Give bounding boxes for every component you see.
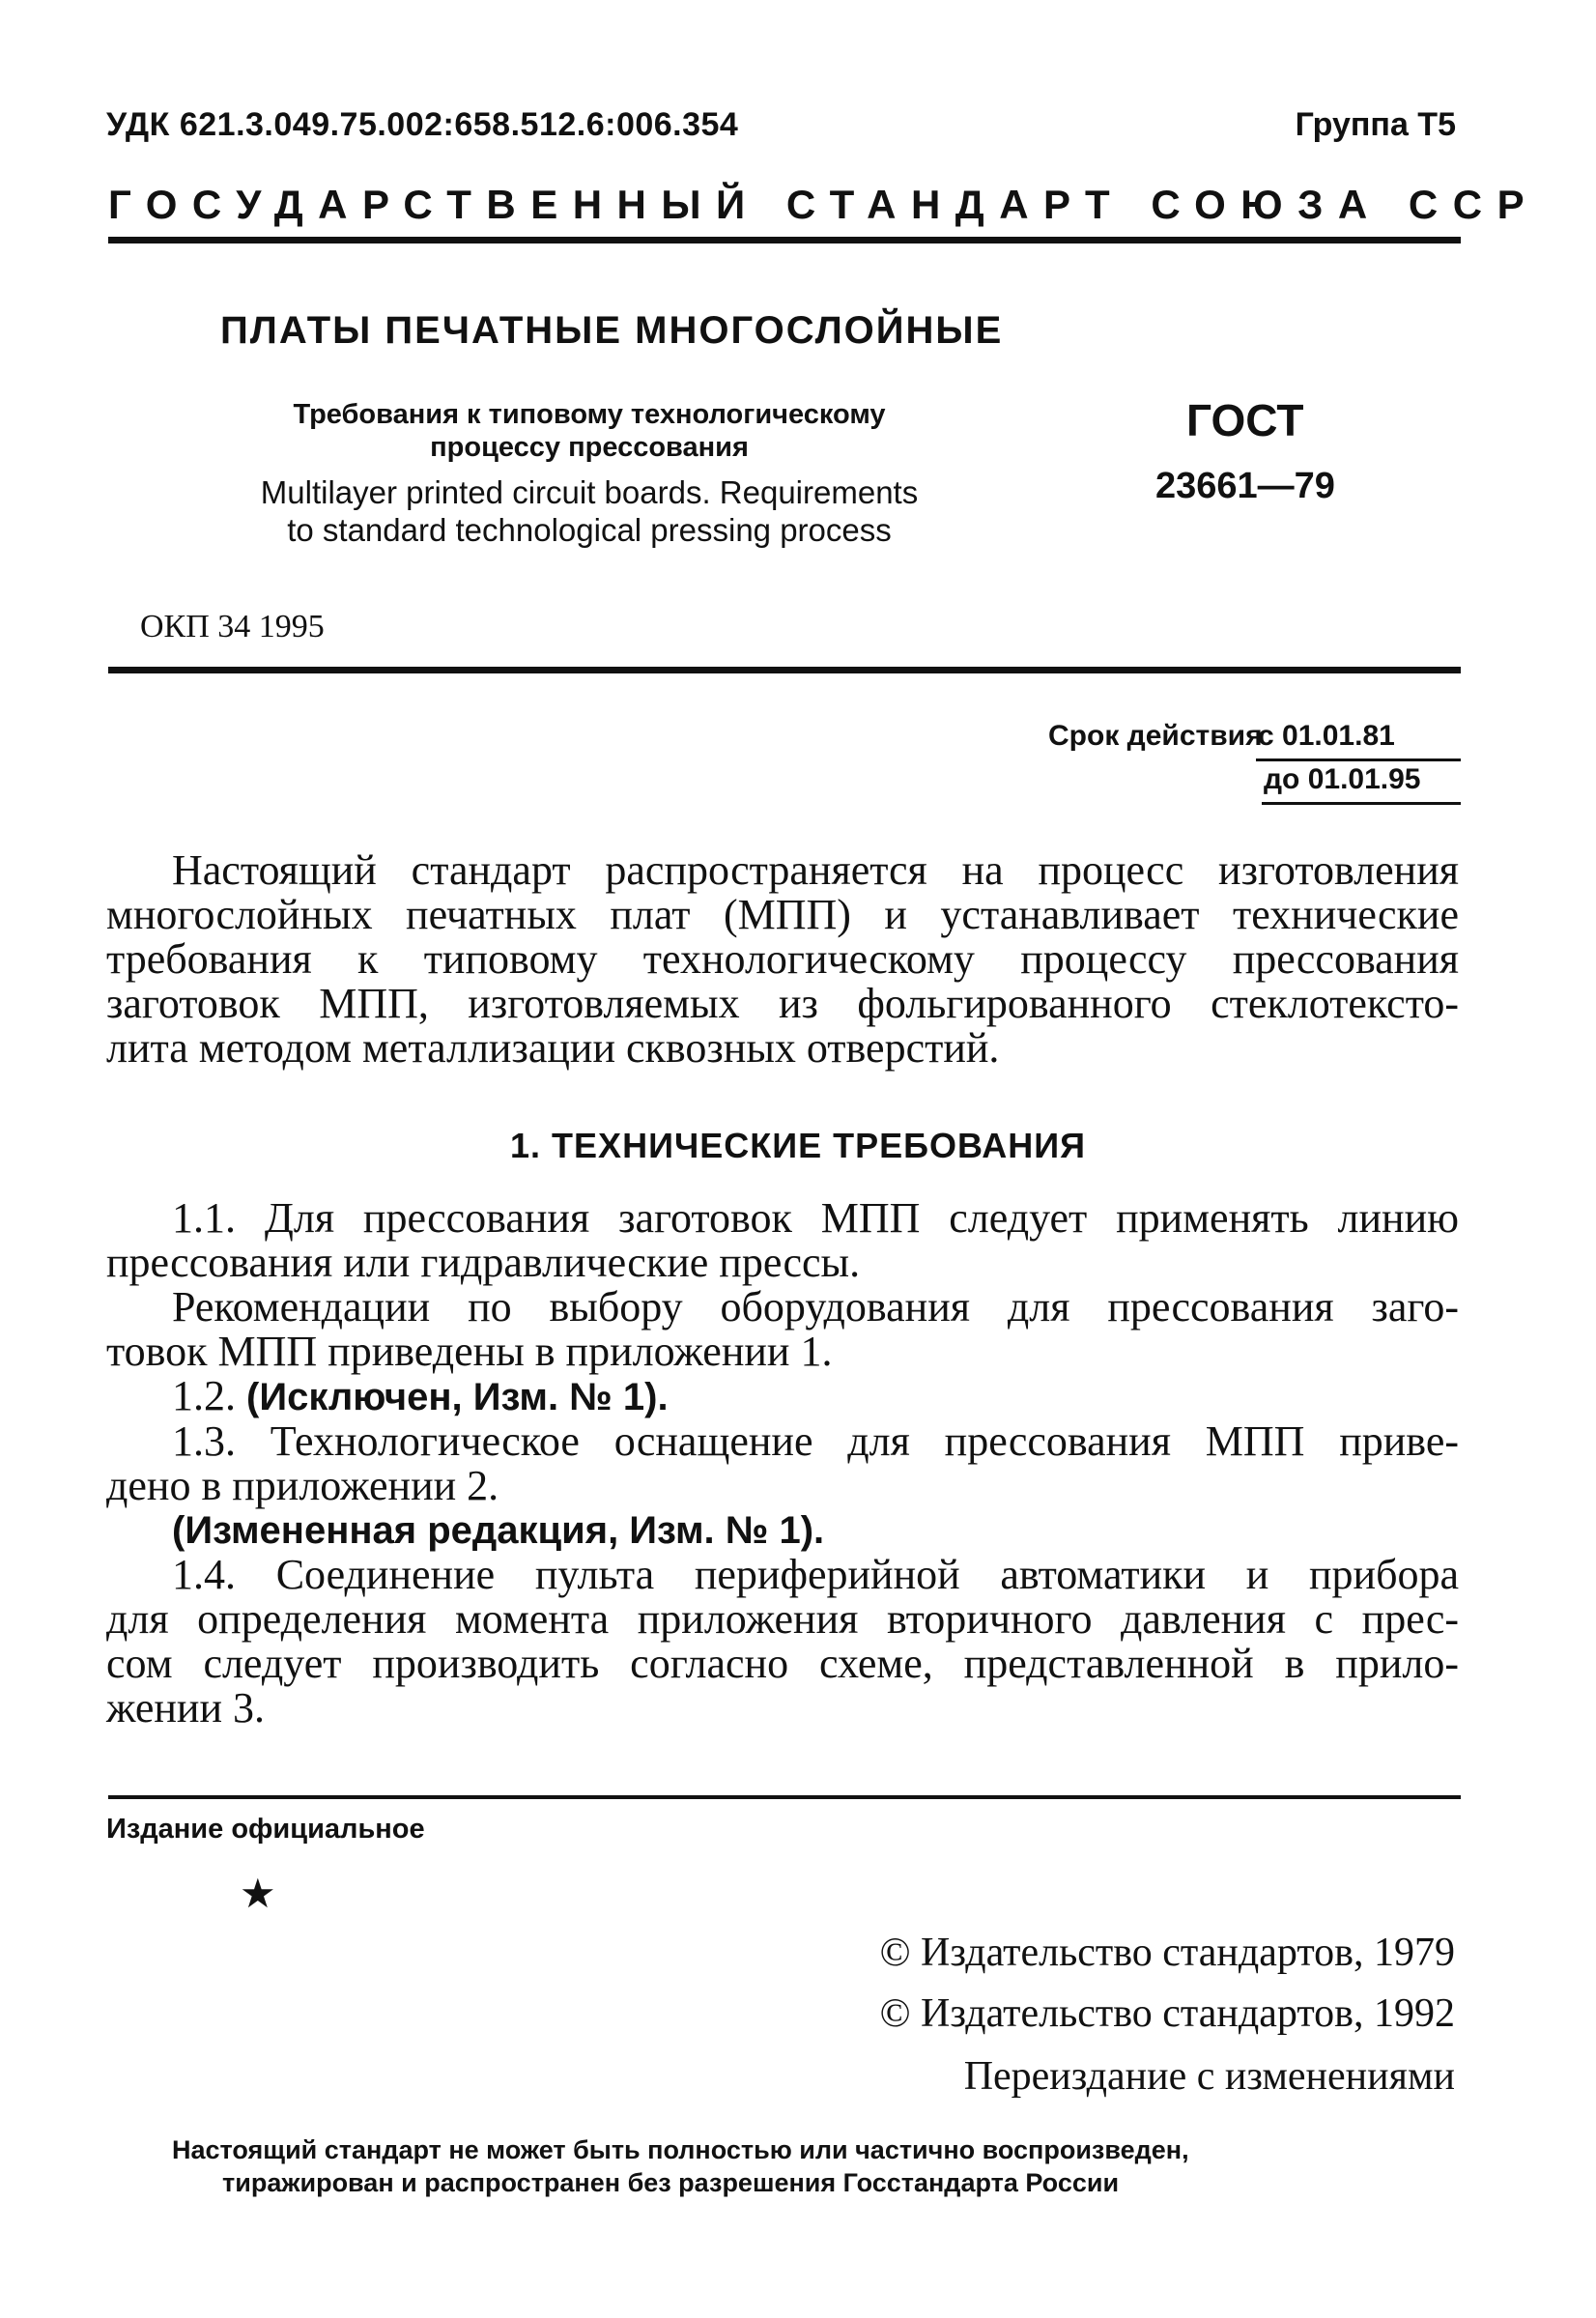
clause-1-2-number: 1.2. [172,1372,236,1419]
validity-to-prefix: до [1264,763,1300,795]
header-rule [108,237,1461,243]
clause-1-1-recommendation-line: товок МПП приведены в приложении 1. [106,1328,833,1375]
validity-from-underline [1256,758,1461,761]
clause-1-4-line: жении 3. [106,1684,265,1731]
reproduction-notice-line-1: Настоящий стандарт не может быть полностью или частично воспроизведен, [172,2135,1189,2164]
footer-rule [108,1795,1461,1799]
subtitle-en [203,473,976,549]
intro-line: требования к типовому технологическому процессу прессования [106,935,1459,983]
copyright-1979: © Издательство стандартов, 1979 [879,1931,1455,1975]
clause-1-1-line: 1.1. Для прессования заготовок МПП следует применять линию [172,1194,1459,1242]
state-standard-banner: ГОСУДАРСТВЕННЫЙ СТАНДАРТ СОЮЗА ССР [108,182,1540,227]
reproduction-notice [172,2133,1189,2199]
validity-from-prefix: с [1258,720,1274,752]
star-icon: ★ [240,1873,276,1917]
udk-code: УДК 621.3.049.75.002:658.512.6:006.354 [106,106,739,143]
clause-1-4-line: для определения момента приложения вторичного давления с прес- [106,1595,1459,1643]
clause-1-2 [106,1374,1459,1419]
validity-from-date: 01.01.81 [1282,720,1395,752]
clause-1-1-recommendation-line: Рекомендации по выбору оборудования для прессования заго- [172,1283,1459,1331]
reproduction-notice-line-2: тиражирован и распространен без разрешения Госстандарта России [222,2168,1120,2197]
validity-to-date: 01.01.95 [1307,763,1421,795]
intro-line: многослойных печатных плат (МПП) и устанавливает технические [106,891,1459,938]
section-1-body [106,1196,1459,1731]
clause-1-1-line: прессования или гидравлические прессы. [106,1239,861,1286]
intro-line: лита методом металлизации сквозных отверстий. [106,1024,1000,1072]
clause-1-4-line: сом следует производить согласно схеме, представленной в прило- [106,1640,1459,1687]
clause-1-4-line: 1.4. Соединение пульта периферийной автоматики и прибора [172,1551,1459,1598]
subtitle-en-line-2: to standard technological pressing process [287,512,892,548]
clause-1-3-line: 1.3. Технологическое оснащение для прессования МПП приве- [172,1417,1459,1465]
subtitle-ru [203,398,976,464]
title-block-rule [108,667,1461,673]
subtitle-ru-line-1: Требования к типовому технологическому [293,399,886,430]
section-1-heading: 1. ТЕХНИЧЕСКИЕ ТРЕБОВАНИЯ [510,1126,1086,1165]
subtitle-en-line-1: Multilayer printed circuit boards. Requirements [260,474,919,510]
okp-code: ОКП 34 1995 [140,609,325,644]
validity-from [1258,720,1395,753]
gost-label: ГОСТ [1186,395,1304,445]
group-code: Группа Т5 [1295,106,1456,143]
copyright-1992: © Издательство стандартов, 1992 [879,1991,1455,2036]
subtitle-ru-line-2: процессу прессования [430,432,749,463]
intro-line: заготовок МПП, изготовляемых из фольгированного стеклотексто- [106,980,1459,1027]
intro-line: Настоящий стандарт распространяется на процесс изготовления [172,846,1459,894]
document-title: ПЛАТЫ ПЕЧАТНЫЕ МНОГОСЛОЙНЫЕ [220,309,1004,352]
official-edition-label: Издание официальное [106,1814,425,1845]
clause-1-3-amendment-note: (Измененная редакция, Изм. № 1). [172,1509,825,1552]
reprint-note: Переиздание с изменениями [963,2054,1455,2099]
intro-paragraph [106,848,1459,1071]
clause-1-2-excluded-note: (Исключен, Изм. № 1). [246,1376,669,1418]
clause-1-3-line: дено в приложении 2. [106,1462,499,1509]
gost-number: 23661—79 [1155,466,1335,506]
validity-to-underline [1262,802,1461,805]
validity-to [1264,763,1421,796]
validity-label: Срок действия [1048,720,1263,752]
